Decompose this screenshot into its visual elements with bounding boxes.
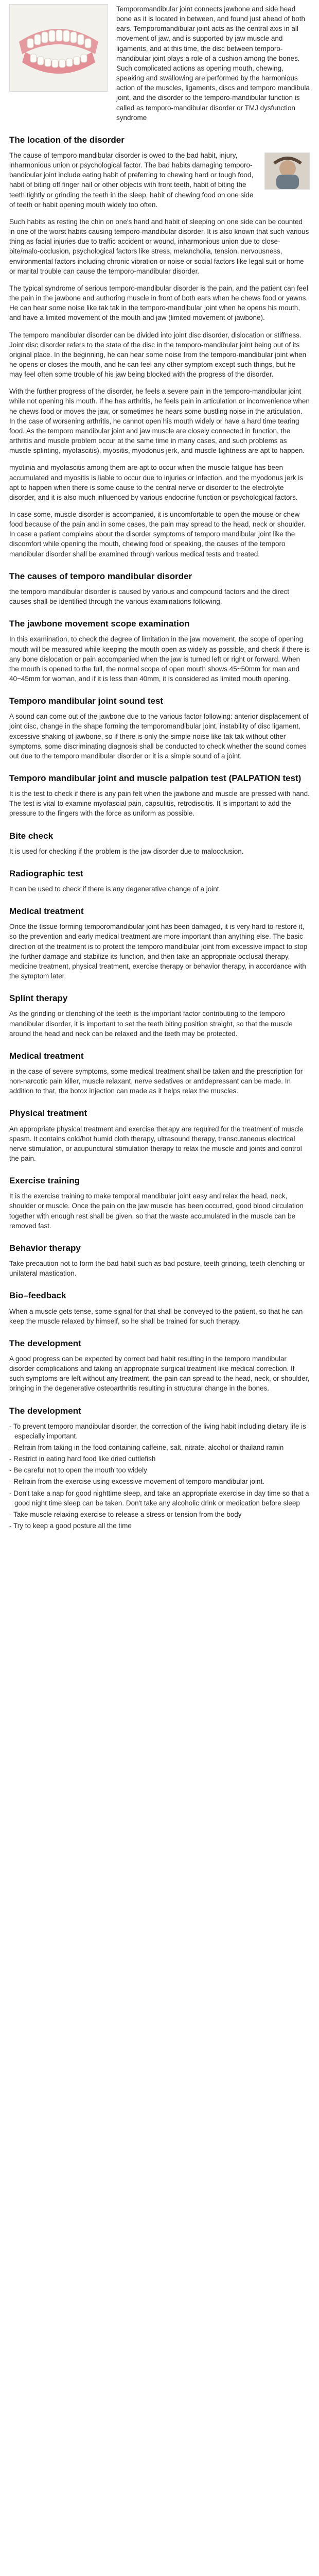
jawbone-text: In this examination, to check the degree of limitation in the jaw movement, the scope of opening mouth will be measured while keeping the mouth open as widely as possible, and check if there is any bone dislocation or pain accompanied when the jaw is turned left or right or forward. When the mouth is opened to the full, the normal scope of open mouth shows 45~50mm for man and 40~45mm for woman, and if it is less than 40mm, it is considered as limited mouth opening.	[9, 635, 310, 683]
bio-text: When a muscle gets tense, some signal for that shall be conveyed to the patient, so that he can keep the muscle relaxed by himself, so he shall be trained for such therapy.	[9, 1307, 303, 1325]
location-heading: The location of the disorder	[9, 134, 125, 145]
medical2-text: in the case of severe symptoms, some medical treatment shall be taken and the prescription for non-narcotic pain killer, muscle relaxant, nerve sedatives or antidepressant can be made. In addition to that, the botox injection can made as it helps relax the muscles.	[9, 1067, 303, 1095]
location-p3: The typical syndrome of serious temporo-mandibular disorder is the pain, and the patient can feel the pain in the jawbone and authoring muscle in front of both ears when he chews food or yawns. He can hear some noise like tak tak in the temporo-mandibular joint when he opens his mouth, and have a limited movement of the mouth and jaw (limited movement of jawbone).	[9, 284, 308, 322]
palpation-text: It is the test to check if there is any pain felt when the jawbone and muscle are pressed with hand. The test is vital to examine myofascial pain, capsulitis, retrodiscitis. It is important to add the pressure to the fingers with the force as uniform as possible.	[9, 790, 310, 818]
intro-section	[9, 0, 310, 123]
palpation-heading: Temporo mandibular joint and muscle palpation test (PALPATION test)	[9, 773, 302, 784]
jawbone-heading: The jawbone movement scope examination	[9, 619, 190, 629]
tip-item: - Don't take a nap for good nighttime sleep, and take an appropriate exercise in day time so that a good night time sleep can be taken. Don't take any alcoholic drink or medication before sleep	[9, 1488, 310, 1508]
bite-text: It is used for checking if the problem is the jaw disorder due to malocclusion.	[9, 847, 244, 855]
causes-text: the temporo mandibular disorder is caused by various and compound factors and the direct causes shall be identified through the various examinations following.	[9, 587, 290, 606]
behavior-heading: Behavior therapy	[9, 1243, 81, 1253]
prevention-tips-list	[9, 1421, 310, 1531]
location-p7: In case some, muscle disorder is accompanied, it is uncomfortable to open the mouse or chew food because of the pain and in some cases, the pain may spread to the head, neck or shoulder. In case a patient complains about the disorder symptoms of temporo mandibular joint like the discomfort while opening the mouth, chewing food or speaking, the causes of the temporo mandibular disorder shall be examined through various medical tests and treated.	[9, 511, 306, 558]
tip-item: - Refrain from taking in the food containing caffeine, salt, nitrate, alcohol or thailand ramin	[9, 1443, 310, 1452]
tip-item: - Take muscle relaxing exercise to release a stress or tension from the body	[9, 1510, 310, 1519]
exercise-heading: Exercise training	[9, 1176, 80, 1186]
teeth-illustration	[10, 5, 108, 91]
splint-text: As the grinding or clenching of the teeth is the important factor contributing to the temporo mandibular disorder, it is important to set the teeth biting position straight, so that the muscle around the head and neck can be relaxed and the teeth may be protected.	[9, 1010, 293, 1038]
tip-item: - Be careful not to open the mouth too widely	[9, 1465, 310, 1475]
bite-heading: Bite check	[9, 831, 54, 841]
sound-text: A sound can come out of the jawbone due to the various factor following: anterior displacement of joint disc, change in the shape forming the temporomandibular joint, instability of disc ligament, excessive shaking of jawbone, so if there is only the simple noise like tak tak without other symptoms, some discriminating diagnosis shall be conducted to check whether the sound comes out due to the temporo mandibular disorder or it is a simple sound of a joint.	[9, 713, 309, 760]
medical-text: Once the tissue forming temporomandibular joint has been damaged, it is very hard to restore it, so the prevention and early medical treatment are more important than anything else. The basic direction of the treatment is to protect the temporo mandibular joint from excessive impact to stop the further damage and stabilize its function, and then take an appropriate occlusal therapy, medicine treatment, physical treatment, exercise therapy or behavior therapy, in accordance with the symptom later.	[9, 923, 308, 980]
location-p6: myotinia and myofascitis among them are apt to occur when the muscle fatigue has been accumulated and myositis is liable to occur due to injuries or infection, and the myodonus jerk is apt to happen when there is some cause to the central nerve or disorder to the electrolyte disorder, and it is also much influenced by various endocrine function or psychological factors.	[9, 464, 304, 501]
disorder-photo	[264, 152, 310, 190]
sound-heading: Temporo mandibular joint sound test	[9, 696, 164, 706]
medical-heading: Medical treatment	[9, 906, 84, 917]
location-p5: With the further progress of the disorder, he feels a severe pain in the temporo-mandibular joint while not opening his mouth. If he has arthritis, he feels pain in articulation or inconvenience when he chews food or moves the jaw, or sometimes he hears some bustling noise in the articulation. In the case of worsening arthritis, he cannot open his mouth widely or have a hard time tearing food. As the temporo mandibular joint and jaw muscle are closely connected in function, the arthritis and muscle problem occur at the same time in many cases, and such problems as muscle splinting, myofascitis), myositis, myodonus jerk, and muscle tightness are apt to happen.	[9, 387, 310, 455]
tip-item: - Restrict in eating hard food like dried cuttlefish	[9, 1454, 310, 1464]
location-p1: The cause of temporo mandibular disorder is owed to the bad habit, injury, inharmonious union or psychological factor. The bad habits damaging temporo-bandibular joint include eating habit of preferring to chewing hard or tough food, habit of biting off finger nail or other objects with front teeth, habit of biting the teeth tightly or grinding the teeth in the sleep, habit of chewing food on one side of teeth or habit opening mouth widely too often.	[9, 151, 254, 209]
bio-heading: Bio–feedback	[9, 1291, 66, 1301]
radio-heading: Radiographic test	[9, 868, 83, 878]
behavior-text: Take precaution not to form the bad habit such as bad posture, teeth grinding, teeth clenching or unilateral mastication.	[9, 1260, 305, 1278]
face-photo-illustration	[265, 153, 309, 189]
tip-item: - Try to keep a good posture all the time	[9, 1521, 310, 1531]
physical-heading: Physical treatment	[9, 1108, 87, 1118]
splint-heading: Splint therapy	[9, 993, 68, 1004]
medical2-heading: Medical treatment	[9, 1050, 84, 1061]
intro-text: Temporomandibular joint connects jawbone and side head bone as it is located in between, and found just ahead of both ears. Temporomandibular joint acts as the central axis in all movement of jaw, and is supported by jaw muscle and ligaments, and at this time, the disc between temporo-mandibular joint plays a role of a cushion among the bones. Such complicated actions as opening mouth, chewing, speaking and swallowing are performed by the harmonious action of the muscles, ligaments, discs and temporo mandibula joint, and the disorder to the temporo-mandibular function is called as temporo-mandibular disorder or TMJ dysfunction syndrome	[116, 5, 310, 122]
location-p2: Such habits as resting the chin on one's hand and habit of sleeping on one side can be counted in one of the worst habits causing temporo-mandibular disorder. It is also known that such various thing as facial injuries due to traffic accident or wound, inharmonious union due to close-bite/malo-occlusion, psychological factors like stress, melancholia, tension, nervousness, environmental factors including chronic vibration or noise or social factors like legal suit or home or marital trouble can cause the temporo-mandibular disorder.	[9, 217, 309, 275]
exercise-text: It is the exercise training to make temporal mandibular joint easy and relax the head, neck, shoulder or muscle. Once the pain on the jaw muscle has been occurred, good blood circulation together with enough rest shall be given, so that the waste accumulated in the muscle can be removed fast.	[9, 1192, 304, 1230]
development-text: A good progress can be expected by correct bad habit resulting in the temporo mandibular disorder complications and taking an appropriate surgical treatment like medical correction. If such symptoms are left without any treatment, the pain can spread to the head, neck, or shoulder, bringing in the degenerative osteoarthritis resulting in structural change in the bones.	[9, 1354, 310, 1393]
physical-text: An appropriate physical treatment and exercise therapy are required for the treatment of muscle spasm. It contains cold/hot humid cloth therapy, ultrasound therapy, transcutaneous electrical nerve stimulation, or acupunctural stimulation therapy to relax the muscle and joints and control the pain.	[9, 1125, 304, 1163]
tip-item: - To prevent temporo mandibular disorder, the correction of the living habit including dietary life is especially important.	[9, 1421, 310, 1441]
development2-heading: The development	[9, 1405, 81, 1416]
tip-item: - Refrain from the exercise using excessive movement of temporo mandibular joint.	[9, 1477, 310, 1486]
causes-heading: The causes of temporo mandibular disorder	[9, 571, 192, 581]
location-p4: The temporo mandibular disorder can be divided into joint disc disorder, dislocation or stiffness. Joint disc disorder refers to the state of the disc in the temporo-mandibular joint being out of its original place. In the beginning, he can hear some noise from the temporo-mandibular joint when he opens or closes the mouth, and he can feel any other symptom except such things, but he may feel often some trouble of his jaw being blocked with the progress of the disorder.	[9, 331, 307, 379]
radio-text: It can be used to check if there is any degenerative change of a joint.	[9, 885, 221, 893]
development-heading: The development	[9, 1338, 81, 1348]
dental-model-image	[9, 4, 108, 92]
